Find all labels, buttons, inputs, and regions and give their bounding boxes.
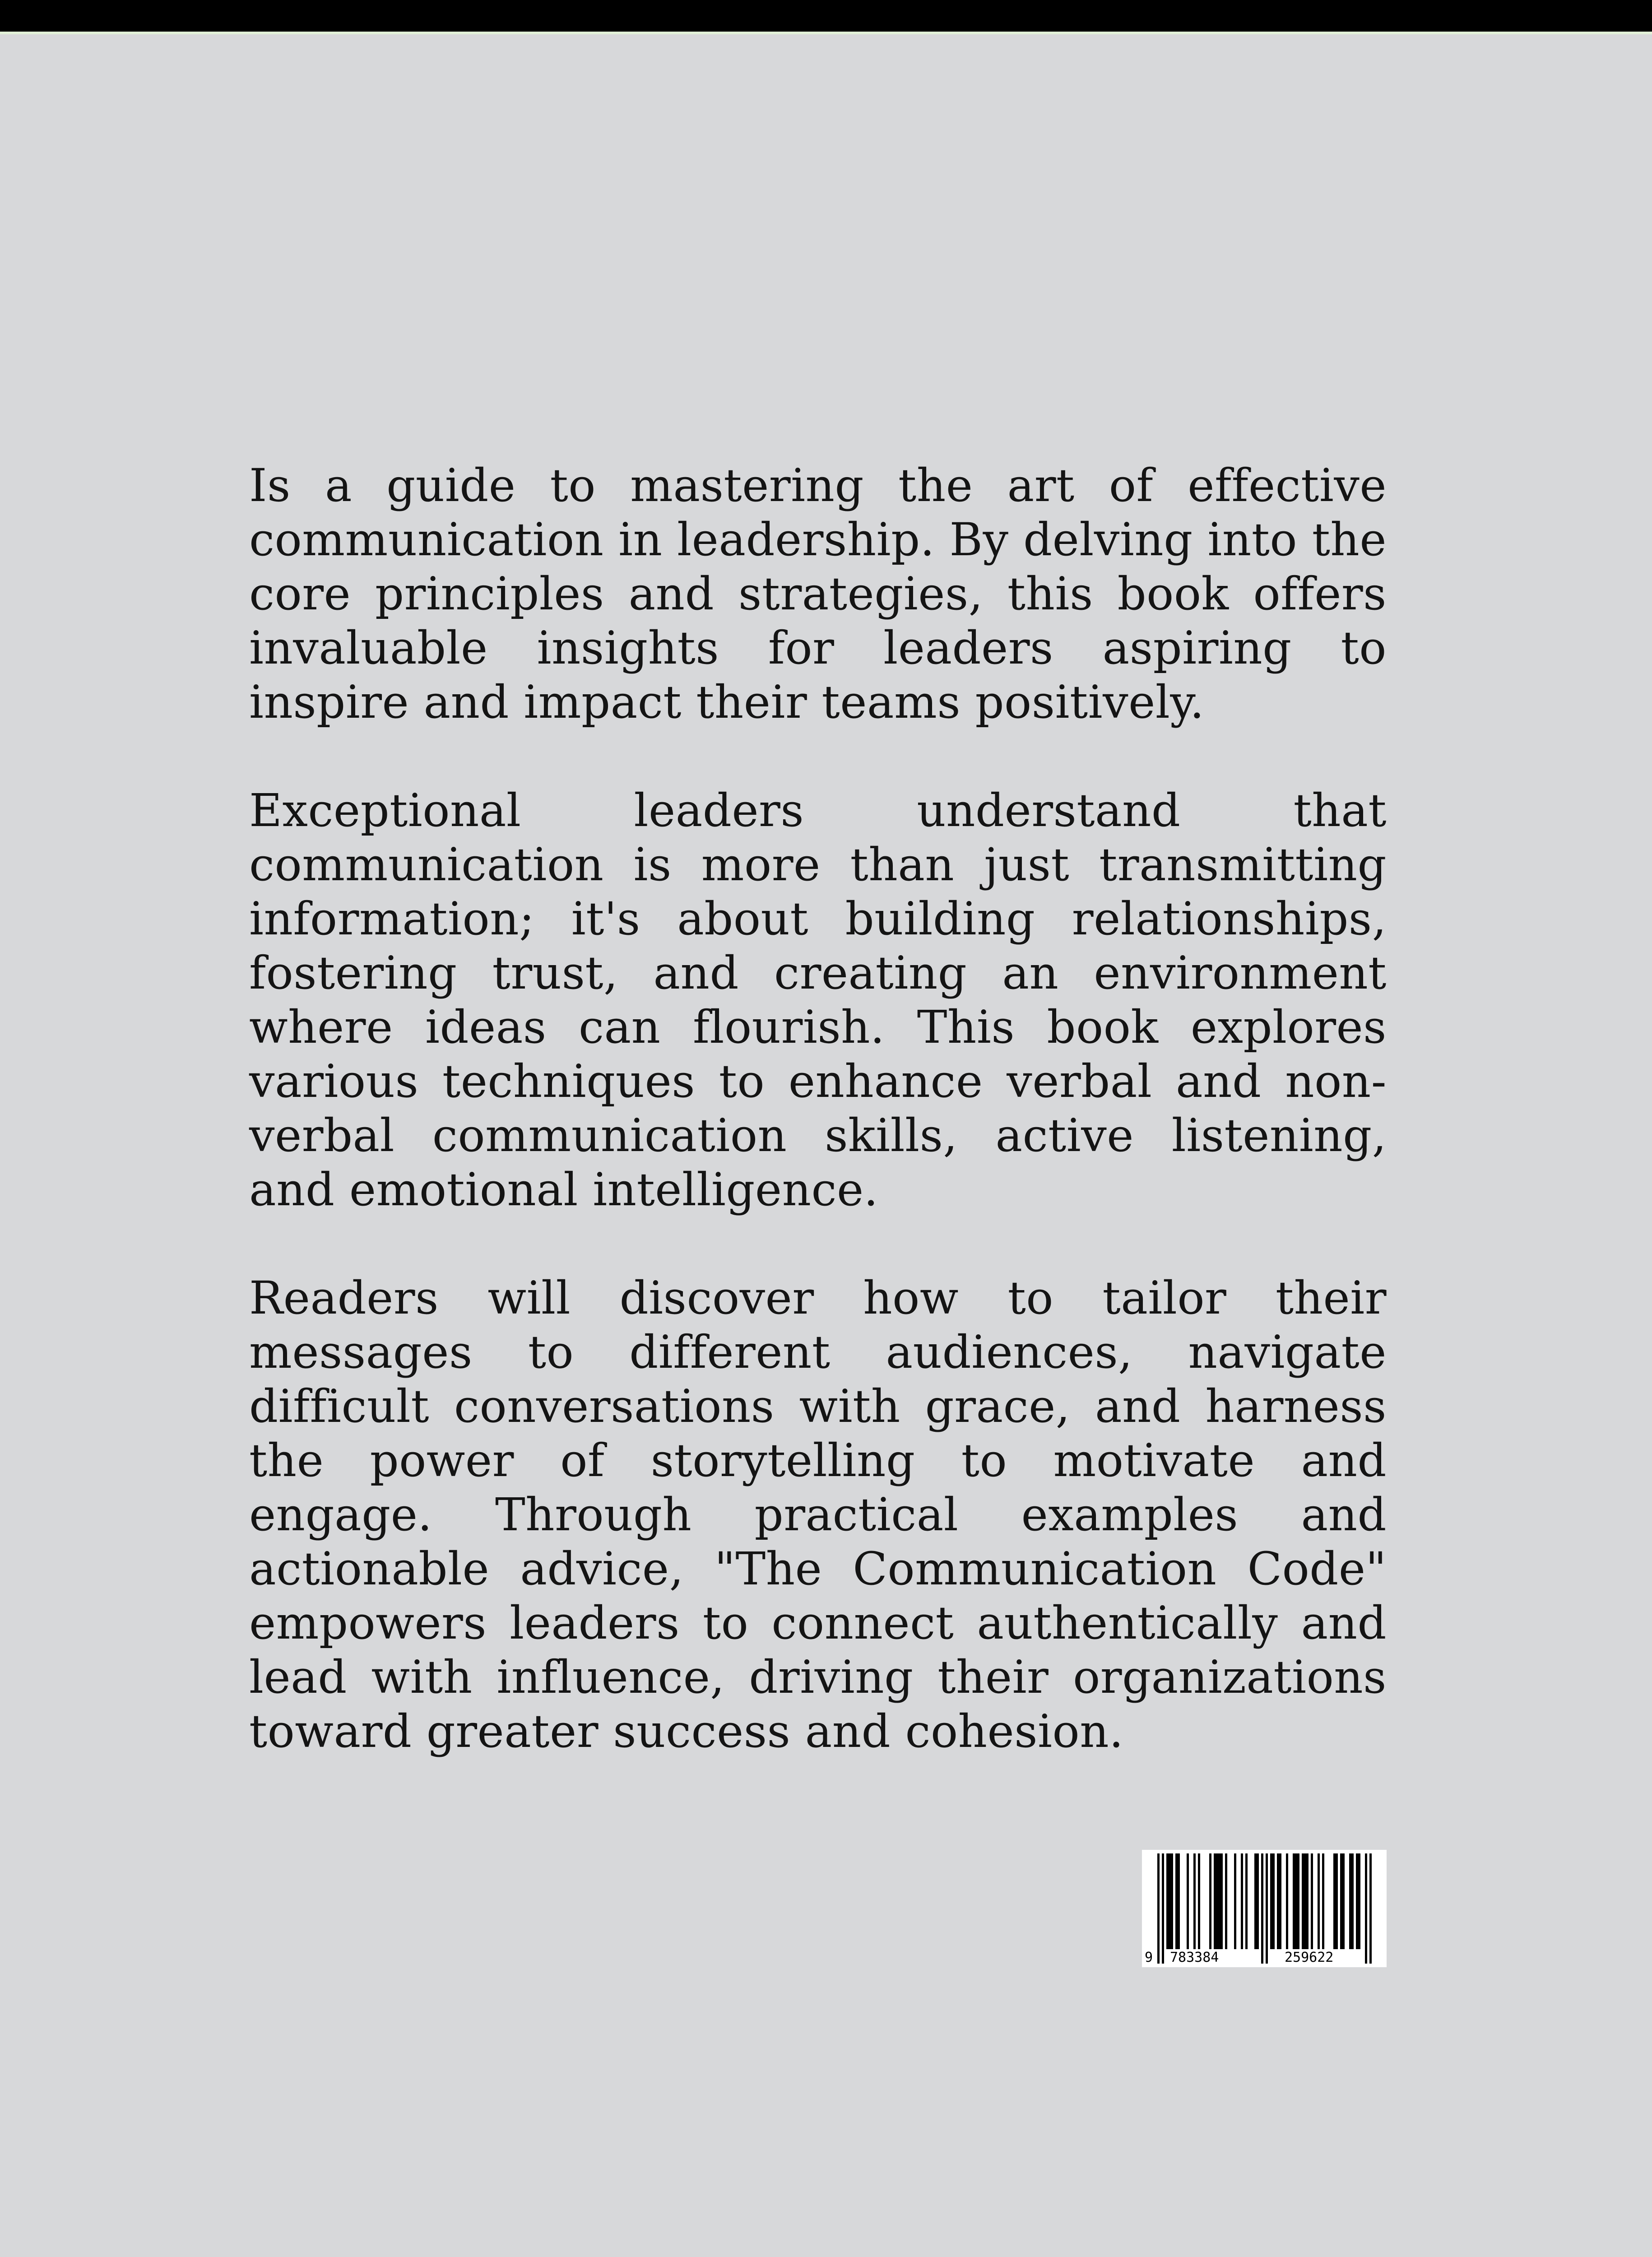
barcode-guard-bar [1162, 1853, 1164, 1964]
barcode-bar [1166, 1853, 1169, 1949]
barcode-bar [1198, 1853, 1200, 1949]
barcode-bar [1175, 1853, 1178, 1949]
barcode-bar [1306, 1853, 1309, 1949]
barcode-bar [1225, 1853, 1227, 1949]
barcode-guard-bar [1369, 1853, 1372, 1964]
barcode-bar [1254, 1853, 1257, 1949]
barcode-bar [1358, 1853, 1360, 1949]
barcode-bar [1318, 1853, 1320, 1949]
barcode-bar [1322, 1853, 1324, 1949]
barcode-bar [1234, 1853, 1236, 1949]
top-black-band [0, 0, 1652, 32]
barcode-bar [1336, 1853, 1338, 1949]
barcode-bar [1342, 1853, 1345, 1949]
barcode-bar [1295, 1853, 1297, 1949]
barcode-bar [1279, 1853, 1281, 1949]
barcode-bar [1293, 1853, 1295, 1949]
barcode-bar [1351, 1853, 1354, 1949]
barcode-bar [1257, 1853, 1259, 1949]
barcode-bar [1220, 1853, 1223, 1949]
barcode-bar [1241, 1853, 1243, 1949]
barcode-bar [1356, 1853, 1358, 1949]
barcode-bar [1216, 1853, 1218, 1949]
barcode-bar [1333, 1853, 1336, 1949]
blurb-text [249, 459, 1387, 1813]
isbn-barcode [1142, 1850, 1387, 1967]
barcode-left-digits: 783384 [1168, 1950, 1220, 1965]
barcode-bar [1193, 1853, 1196, 1949]
barcode-bar [1178, 1853, 1180, 1949]
barcode-right-digits: 259622 [1283, 1950, 1335, 1965]
barcode-bar [1245, 1853, 1248, 1949]
blurb-paragraph-1: Is a guide to mastering the art of effective communication in leadership. By delving into the core principles and strategies, this book offers invaluable insights for leaders aspiring to inspire and impact their teams positively. [249, 459, 1387, 729]
barcode-bar [1218, 1853, 1220, 1949]
barcode-bar [1209, 1853, 1211, 1949]
back-cover [0, 32, 1652, 2257]
barcode-bar [1304, 1853, 1306, 1949]
barcode-bar [1272, 1853, 1275, 1949]
barcode-guard-bar [1261, 1853, 1263, 1964]
barcode-guard-bar [1365, 1853, 1367, 1964]
barcode-bar [1277, 1853, 1279, 1949]
barcode-bar [1270, 1853, 1272, 1949]
barcode-bar [1340, 1853, 1342, 1949]
barcode-guard-bar [1157, 1853, 1160, 1964]
barcode-bar [1214, 1853, 1216, 1949]
barcode-guard-bar [1266, 1853, 1268, 1964]
barcode-bar [1297, 1853, 1299, 1949]
barcode-bar [1302, 1853, 1304, 1949]
barcode-bar [1171, 1853, 1173, 1949]
barcode-first-digit: 9 [1145, 1950, 1153, 1965]
barcode-bar [1349, 1853, 1351, 1949]
barcode-bar [1187, 1853, 1189, 1949]
barcode-bar [1311, 1853, 1313, 1949]
blurb-paragraph-2: Exceptional leaders understand that communication is more than just transmitting information; it's about building relationships, fostering trust, and creating an environment where ideas can flourish. This book explores various techniques to enhance verbal and non-verbal communication skills, active listening, and emotional intelligence. [249, 784, 1387, 1216]
barcode-bar [1286, 1853, 1288, 1949]
blurb-paragraph-3: Readers will discover how to tailor their messages to different audiences, navigate difficult conversations with grace, and harness the power of storytelling to motivate and engage. Through practical examples and actionable advice, "The Communication Code" empowers leaders to connect authentically and lead with influence, driving their organizations toward greater success and cohesion. [249, 1272, 1387, 1758]
barcode-bar [1169, 1853, 1171, 1949]
